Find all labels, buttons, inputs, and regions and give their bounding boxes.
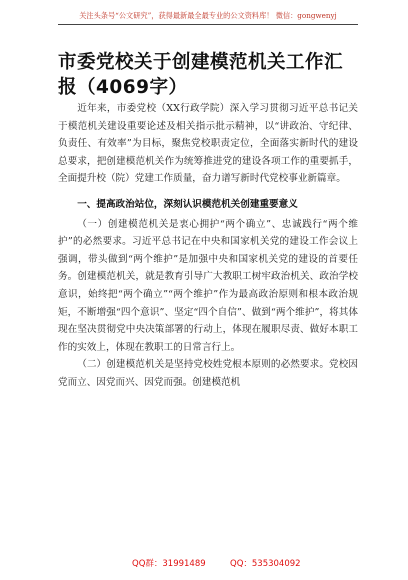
header-divider xyxy=(58,24,358,25)
document-body xyxy=(58,100,358,392)
section-heading-1: 一、提高政治站位，深刻认识模范机关创建重要意义 xyxy=(77,198,298,210)
paragraph-intro: 近年来，市委党校（XX行政学院）深入学习贯彻习近平总书记关于模范机关建设重要论述及相关指示批示精神，以“讲政治、守纪律、负责任、有效率”为目标，聚焦党校职责定位，全面落实新时代的建设总要求，把创建模范机关作为统筹推进党的建设各项工作的重要抓手，全面提升校（院）党建工作质量，奋力谱写新时代党校事业新篇章。 xyxy=(58,103,358,185)
footer-contacts xyxy=(0,557,408,571)
header-banner: 关注头条号“公文研究”，获得最新最全最专业的公文资料库！ 微信：gongwenyj xyxy=(79,11,337,20)
paragraph-2: （二）创建模范机关是坚持党校姓党根本原则的必然要求。党校因党而立、因党而兴、因党而强。创建模范机 xyxy=(58,359,358,388)
footer-qq-group: QQ群：31991489 xyxy=(132,559,206,569)
paragraph-1: （一）创建模范机关是衷心拥护“两个确立”、忠诚践行“两个维护”的必然要求。习近平总书记在中央和国家机关党的建设工作会议上强调，带头做到“两个维护”是加强中央和国家机关党的建设的首要任务。创建模范机关，就是教育引导广大教职工树牢政治机关、政治学校意识，始终把“两个确立”“两个维护”作为最高政治原则和根本政治规矩，不断增强“四个意识”、坚定“四个自信”、做到“两个维护”，将其体现在坚决贯彻党中央决策部署的行动上，体现在履职尽责、做好本职工作的实效上，体现在教职工的日常言行上。 xyxy=(58,218,358,353)
document-title: 市委党校关于创建模范机关工作汇报（4069字） xyxy=(58,52,344,98)
footer-qq-number: QQ：535304092 xyxy=(230,559,301,569)
